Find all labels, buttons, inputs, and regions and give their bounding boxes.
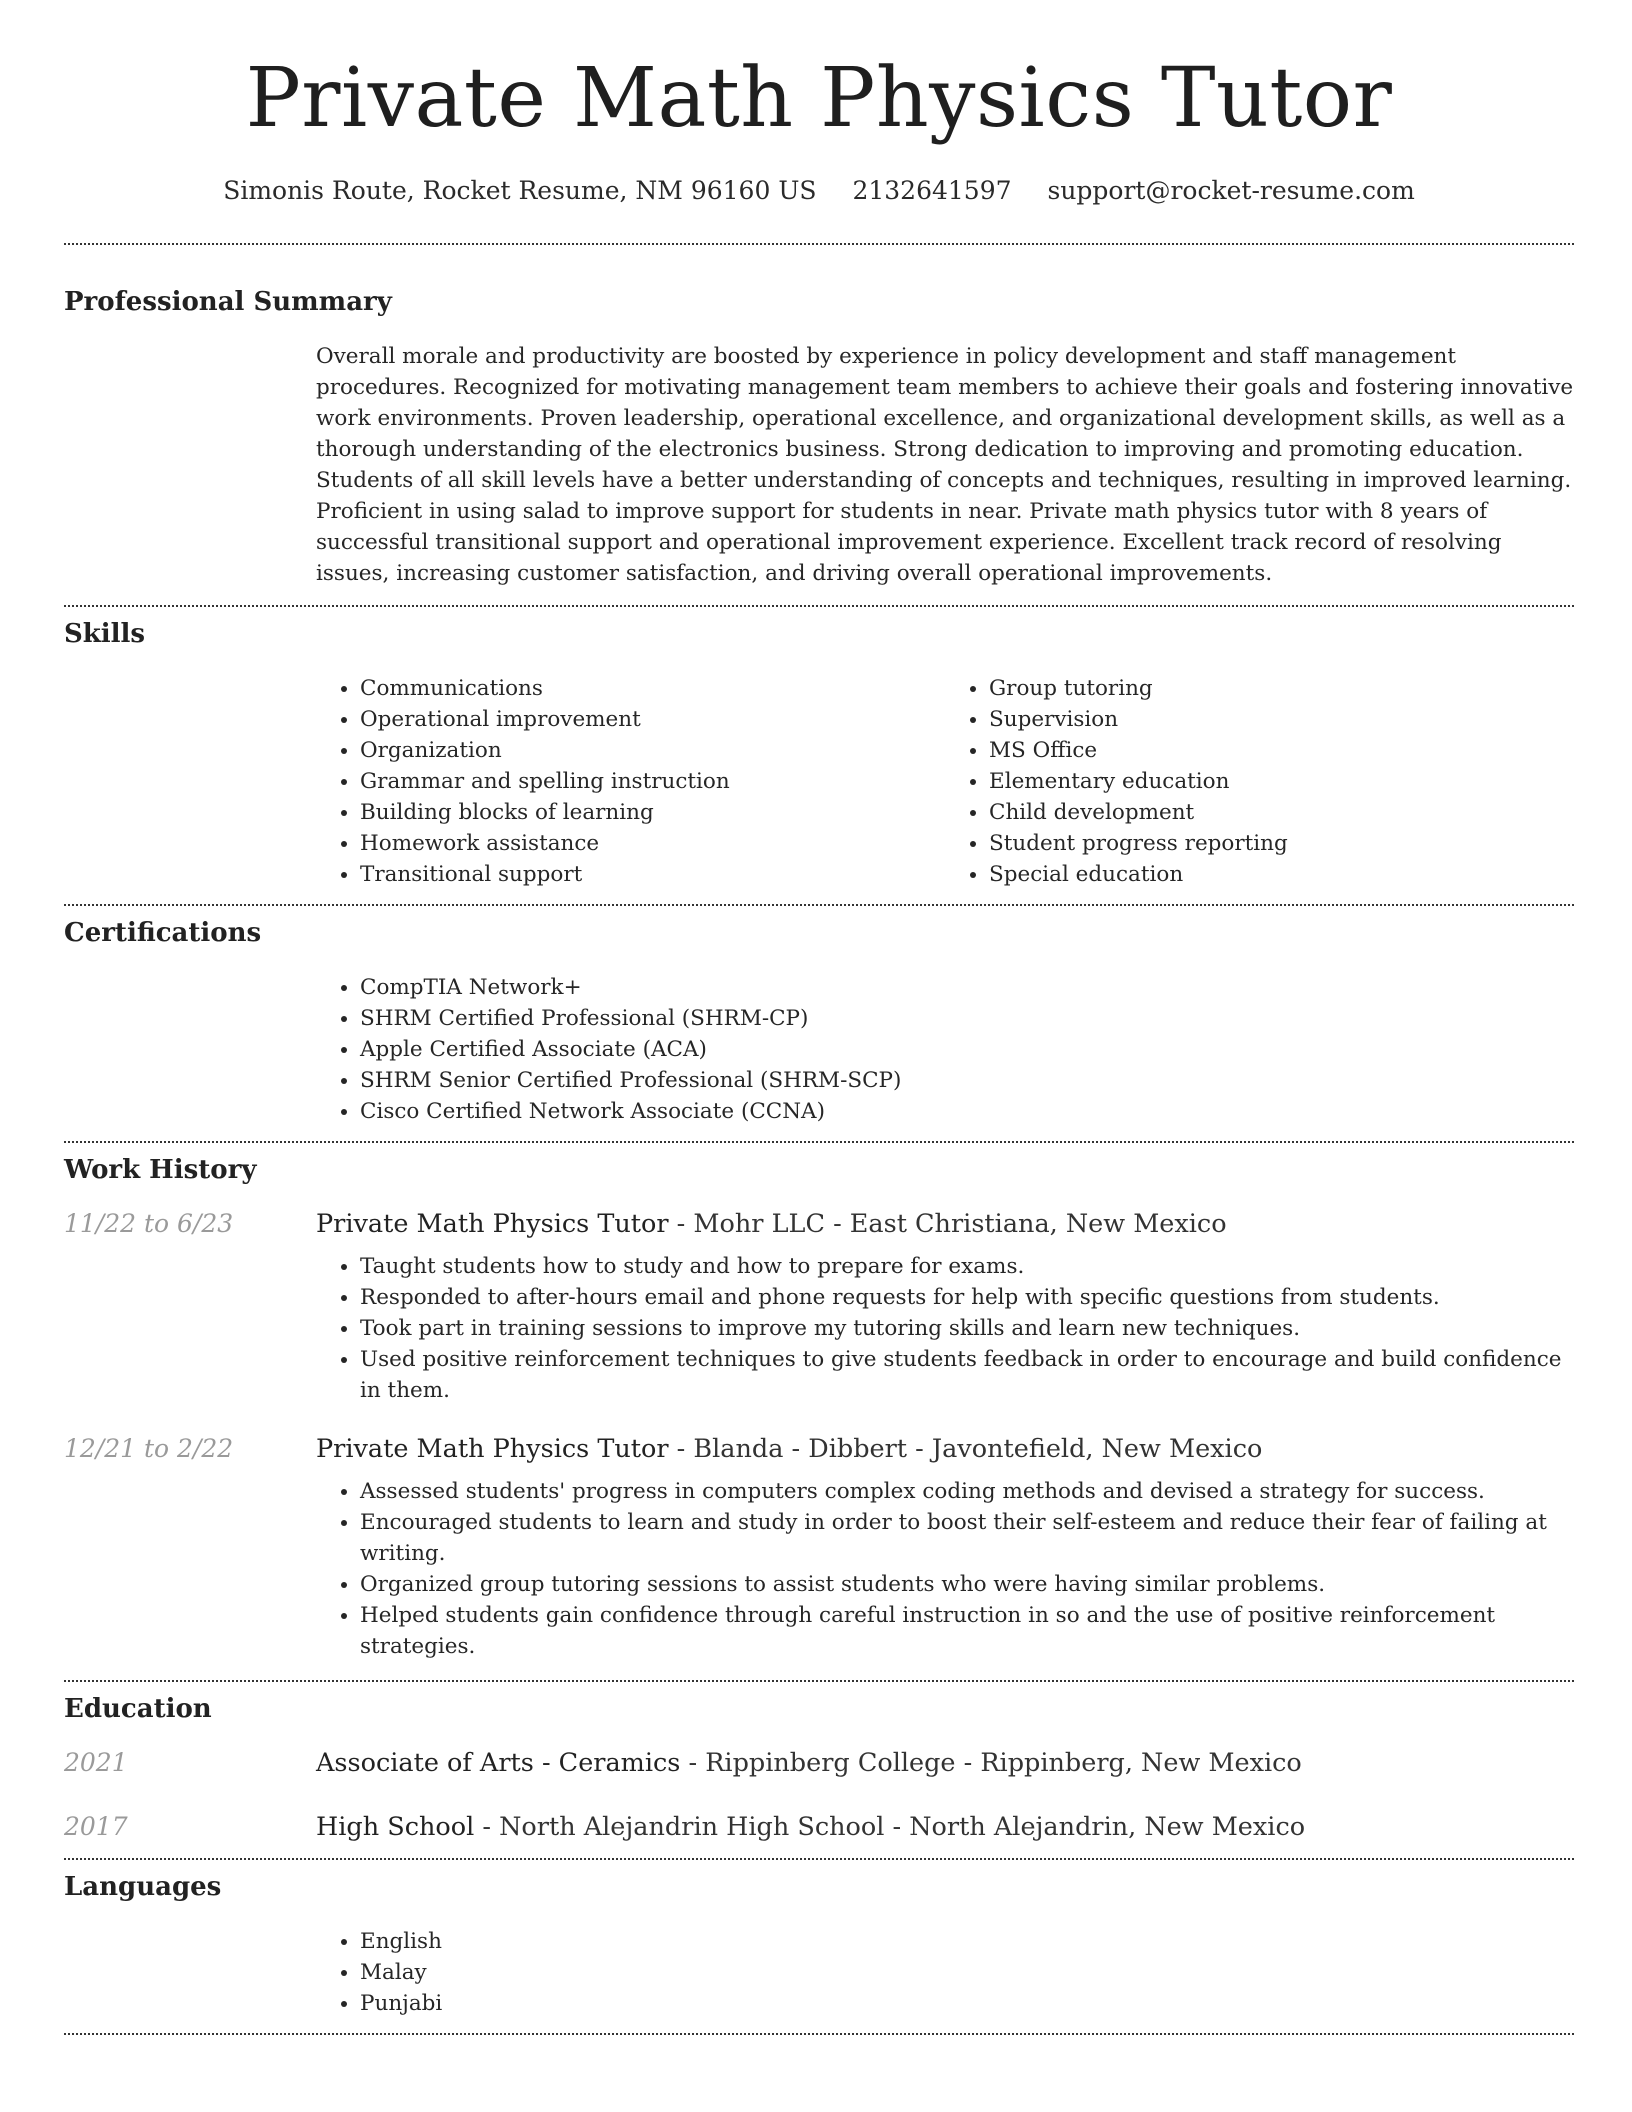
summary-title: Professional Summary (64, 287, 392, 317)
divider (64, 2033, 1574, 2035)
job-role: Private Math Physics Tutor (316, 1434, 669, 1464)
language-item: • Malay (360, 1957, 1574, 1988)
address: Simonis Route, Rocket Resume, NM 96160 US (223, 176, 817, 205)
skill-item: • Special education (989, 859, 1574, 890)
job-bullet: • Taught students how to study and how to prepare for exams. (360, 1251, 1574, 1282)
language-item: • Punjabi (360, 1988, 1574, 2019)
job-entry (64, 1434, 1574, 1662)
skill-item: • Building blocks of learning (360, 797, 945, 828)
skills-right-column (945, 673, 1574, 890)
email: support@rocket-resume.com (1047, 176, 1415, 205)
divider (64, 904, 1574, 906)
skill-item: • Operational improvement (360, 704, 945, 735)
work-history-title: Work History (64, 1155, 257, 1185)
job-bullet: • Assessed students' progress in computers complex coding methods and devised a strategy for success. (360, 1476, 1574, 1507)
certifications-section (64, 918, 1574, 1127)
job-bullets (316, 1476, 1574, 1662)
job-bullet: • Organized group tutoring sessions to assist students who were having similar problems. (360, 1569, 1574, 1600)
education-degree: High School (316, 1812, 475, 1842)
skills-list (316, 673, 1574, 890)
job-entry (64, 1209, 1574, 1406)
certifications-title: Certifications (64, 918, 262, 948)
job-role: Private Math Physics Tutor (316, 1209, 669, 1239)
languages-title: Languages (64, 1872, 222, 1902)
skill-item: • MS Office (989, 735, 1574, 766)
divider (64, 1680, 1574, 1682)
divider (64, 1141, 1574, 1143)
skill-item: • Transitional support (360, 859, 945, 890)
summary-section (64, 287, 1574, 589)
skill-item: • Student progress reporting (989, 828, 1574, 859)
job-company: - Blanda - Dibbert - Javontefield, New Mexico (668, 1434, 1263, 1464)
skill-item: • Child development (989, 797, 1574, 828)
job-bullets (316, 1251, 1574, 1406)
job-dates: 12/21 to 2/22 (64, 1434, 234, 1463)
education-school: - Rippinberg College - Rippinberg, New Mexico (680, 1748, 1302, 1778)
skill-item: • Group tutoring (989, 673, 1574, 704)
divider (64, 605, 1574, 607)
education-year: 2021 (64, 1748, 128, 1777)
certification-item: • SHRM Senior Certified Professional (SHRM-SCP) (360, 1065, 1574, 1096)
education-entry (64, 1748, 1574, 1778)
work-history-section (64, 1155, 1574, 1662)
education-entry (64, 1812, 1574, 1842)
job-bullet: • Used positive reinforcement techniques to give students feedback in order to encourage and build confidence in them. (360, 1344, 1574, 1406)
education-degree: Associate of Arts - Ceramics (316, 1748, 681, 1778)
languages-list (316, 1926, 1574, 2019)
skill-item: • Supervision (989, 704, 1574, 735)
education-year: 2017 (64, 1812, 128, 1841)
skills-left-column (316, 673, 945, 890)
phone: 2132641597 (852, 176, 1012, 205)
job-bullet: • Responded to after-hours email and phone requests for help with specific questions from students. (360, 1282, 1574, 1313)
skills-section (64, 619, 1574, 890)
skills-title: Skills (64, 619, 146, 649)
certifications-list (316, 972, 1574, 1127)
certification-item: • Cisco Certified Network Associate (CCNA) (360, 1096, 1574, 1127)
language-item: • English (360, 1926, 1574, 1957)
divider (64, 243, 1574, 245)
skill-item: • Grammar and spelling instruction (360, 766, 945, 797)
job-company: - Mohr LLC - East Christiana, New Mexico (668, 1209, 1227, 1239)
job-dates: 11/22 to 6/23 (64, 1209, 234, 1238)
education-title: Education (64, 1694, 212, 1724)
resume-page (64, 0, 1574, 2035)
education-section (64, 1694, 1574, 1842)
skill-item: • Communications (360, 673, 945, 704)
candidate-name: Private Math Physics Tutor (245, 51, 1393, 146)
skill-item: • Homework assistance (360, 828, 945, 859)
job-bullet: • Took part in training sessions to improve my tutoring skills and learn new techniques. (360, 1313, 1574, 1344)
divider (64, 1858, 1574, 1860)
certification-item: • CompTIA Network+ (360, 972, 1574, 1003)
job-bullet: • Encouraged students to learn and study in order to boost their self-esteem and reduce their fear of failing at writing. (360, 1507, 1574, 1569)
contact-line (64, 176, 1574, 205)
skill-item: • Elementary education (989, 766, 1574, 797)
job-bullet: • Helped students gain confidence through careful instruction in so and the use of positive reinforcement strategies. (360, 1600, 1574, 1662)
summary-text: Overall morale and productivity are boosted by experience in policy development and staff management procedures. Recognized for motivating management team members to achieve their goals and fostering innovative work environments. Proven leadership, operational excellence, and organizational development skills, as well as a thorough understanding of the electronics business. Strong dedication to improving and promoting education. Students of all skill levels have a better understanding of concepts and techniques, resulting in improved learning. Proficient in using salad to improve support for students in near. Private math physics tutor with 8 years of successful transitional support and operational improvement experience. Excellent track record of resolving issues, increasing customer satisfaction, and driving overall operational improvements. (316, 344, 1574, 586)
certification-item: • Apple Certified Associate (ACA) (360, 1034, 1574, 1065)
skill-item: • Organization (360, 735, 945, 766)
languages-section (64, 1872, 1574, 2019)
education-school: - North Alejandrin High School - North Alejandrin, New Mexico (474, 1812, 1306, 1842)
certification-item: • SHRM Certified Professional (SHRM-CP) (360, 1003, 1574, 1034)
